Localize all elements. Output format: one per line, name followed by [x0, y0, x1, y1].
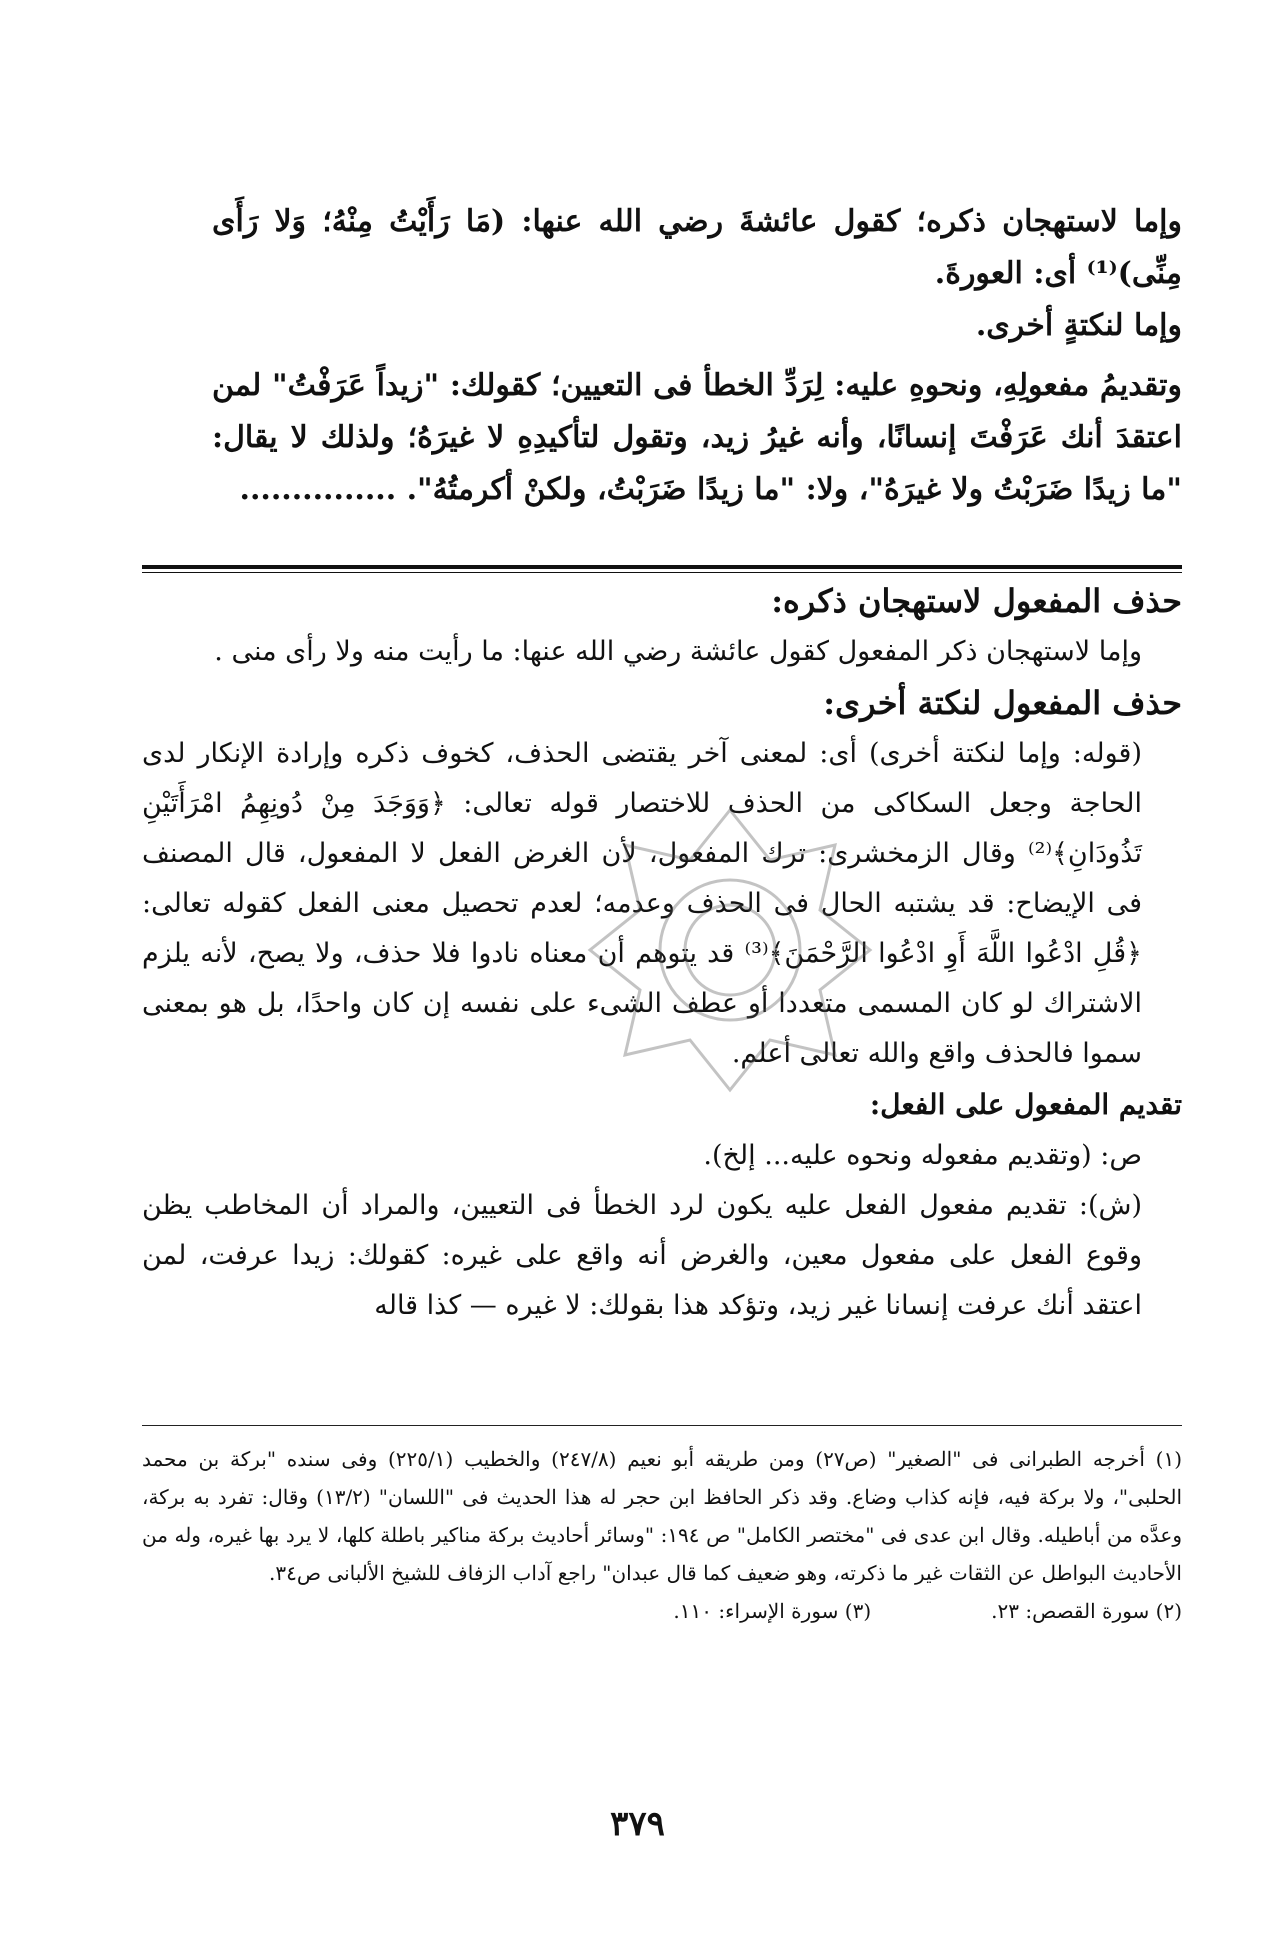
library-seal-watermark: [580, 800, 880, 1100]
footnotes-block: [142, 1440, 1182, 1630]
matn-line-3: وتقديمُ مفعولِهِ، ونحوهِ عليه: لِرَدِّ الخطأ فى التعيين؛ كقولك: "زيداً عَرَفْتُ" لمن اعتقدَ أنك عَرَفْتَ إنسانًا، وأنه غيرُ زيد، وتقول لتأكيدِهِ لا غيرَهُ؛ ولذلك لا يقال: "ما زيدًا ضَرَبْتُ ولا غيرَهُ"، ولا: "ما زيدًا ضَرَبْتُ، ولكنْ أكرمتُهُ". ...............: [212, 368, 1183, 507]
commentary-paragraph-3: ص: (وتقديم مفعوله ونحوه عليه... إلخ).: [703, 1140, 1142, 1171]
page-number: ٣٧٩: [610, 1804, 665, 1844]
matn-line-1: وإما لاستهجان ذكره؛ كقول عائشةَ رضي الله عنها: (مَا رَأَيْتُ مِنْهُ؛ وَلا رَأَى مِنِّى)⁽¹⁾ أى: العورةَ.: [212, 204, 1182, 291]
heading-omission-other: حذف المفعول لنكتة أخرى:: [823, 684, 1182, 722]
footnote-3: (٣) سورة الإسراء: ١١٠.: [673, 1599, 872, 1623]
commentary-paragraph-1: وإما لاستهجان ذكر المفعول كقول عائشة رضي الله عنها: ما رأيت منه ولا رأى منى .: [214, 636, 1142, 667]
heading-omission-indecency: حذف المفعول لاستهجان ذكره:: [771, 582, 1182, 620]
heading-object-fronting: تقديم المفعول على الفعل:: [869, 1088, 1182, 1121]
footnote-row: [142, 1592, 1182, 1630]
matn-divider: [142, 565, 1182, 569]
seal-shape: [590, 810, 870, 1090]
footnote-1: (١) أخرجه الطبرانى فى "الصغير" (ص٢٧) ومن طريقه أبو نعيم (٢٤٧/٨) والخطيب (٢٢٥/١) وفى سنده "بركة بن محمد الحلبى"، ولا بركة فيه، فإنه كذاب وضاع. وقد ذكر الحافظ ابن حجر له هذا الحديث فى "اللسان" (١٣/٢) وقال: تفرد به بركة، وعدَّه من أباطيله. وقال ابن عدى فى "مختصر الكامل" ص ١٩٤: "وسائر أحاديث بركة مناكير باطلة كلها، لا يرد بها غيره، وله من الأحاديث البواطل عن الثقات غير ما ذكرته، وهو ضعيف كما قال عبدان" راجع آداب الزفاف للشيخ الألبانى ص٣٤.: [142, 1447, 1183, 1585]
matn-block: [212, 196, 1182, 516]
commentary-paragraph-4: (ش): تقديم مفعول الفعل عليه يكون لرد الخطأ فى التعيين، والمراد أن المخاطب يظن وقوع الفعل على مفعول معين، والغرض أنه واقع على غيره: كقولك: زيدا عرفت، لمن اعتقد أنك عرفت إنسانا غير زيد، وتؤكد هذا بقولك: لا غيره — كذا قاله: [142, 1190, 1142, 1321]
commentary-paragraph-2: (قوله: وإما لنكتة أخرى) أى: لمعنى آخر يقتضى الحذف، كخوف ذكره وإرادة الإنكار لدى الحاجة وجعل السكاكى من الحذف للاختصار قوله تعالى: ﴿وَوَجَدَ مِنْ دُونِهِمُ امْرَأَتَيْنِ تَذُودَانِ﴾⁽²⁾ وقال الزمخشرى: ترك المفعول، لأن الغرض الفعل لا المفعول، قال المصنف فى الإيضاح: قد يشتبه الحال فى الحذف وعدمه؛ لعدم تحصيل معنى الفعل كقوله تعالى: ﴿قُلِ ادْعُوا اللَّهَ أَوِ ادْعُوا الرَّحْمَنَ﴾⁽³⁾ قد يتوهم أن معناه نادوا فلا حذف، ولا يصح، لأنه يلزم الاشتراك لو كان المسمى متعددا أو عطف الشىء على نفسه إن كان واحدًا، بل هو بمعنى سموا فالحذف واقع والله تعالى أعلم.: [142, 738, 1142, 1069]
matn-divider-thin: [142, 572, 1182, 573]
footnote-2: (٢) سورة القصص: ٢٣.: [991, 1599, 1182, 1623]
matn-line-2: وإما لنكتةٍ أخرى.: [975, 308, 1182, 343]
footnote-rule: [142, 1425, 1182, 1426]
